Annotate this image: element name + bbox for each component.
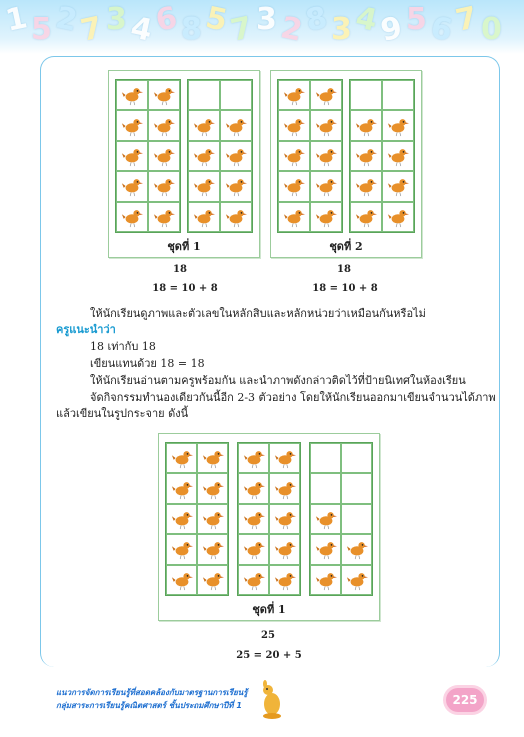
ten-frame-left	[115, 79, 181, 233]
bird-icon	[387, 206, 409, 228]
bird-icon	[193, 175, 215, 197]
bird-icon	[283, 206, 305, 228]
ten-frame-left	[277, 79, 343, 233]
frame-cell	[310, 110, 342, 140]
ten-frame-1	[165, 442, 229, 596]
ten-frame-2	[237, 442, 301, 596]
bird-icon	[171, 538, 193, 560]
bird-icon	[202, 569, 224, 591]
page-number-badge: 225	[446, 688, 484, 712]
frame-cell	[166, 473, 197, 503]
card-set-2	[270, 70, 422, 258]
header-digit: 8	[302, 0, 331, 39]
frame-cell	[166, 504, 197, 534]
bird-icon	[315, 569, 337, 591]
frame-cell	[188, 141, 220, 171]
frame-cell	[341, 534, 372, 564]
body-line-2: 18 เท่ากับ 18	[90, 340, 156, 353]
kangaroo-icon	[256, 680, 286, 720]
frame-cell	[350, 171, 382, 201]
bird-icon	[355, 175, 377, 197]
bird-icon	[315, 538, 337, 560]
bird-icon	[243, 538, 265, 560]
body-line-6: แล้วเขียนในรูปกระจาย ดังนี้	[56, 407, 189, 420]
frame-cell	[269, 534, 300, 564]
frame-cell	[238, 534, 269, 564]
frame-cell	[310, 443, 341, 473]
bird-icon	[202, 508, 224, 530]
frame-cell	[310, 171, 342, 201]
bird-icon	[315, 206, 337, 228]
card-set-3	[158, 433, 380, 621]
bird-icon	[153, 84, 175, 106]
bird-icon	[153, 145, 175, 167]
frame-cell	[238, 504, 269, 534]
teacher-heading: ครูแนะนำว่า	[56, 323, 116, 336]
frame-cell	[269, 473, 300, 503]
bird-icon	[346, 569, 368, 591]
header-digit: 4	[127, 10, 156, 49]
footer-line-2: กลุ่มสาระการเรียนรู้คณิตศาสตร์ ชั้นประถมศึกษาปีที่ 1	[56, 701, 242, 710]
frame-cell	[197, 534, 228, 564]
header-digit: 7	[227, 10, 256, 49]
bird-icon	[274, 447, 296, 469]
card2-equation: 18 = 10 + 8	[312, 283, 378, 294]
frame-cell	[350, 202, 382, 232]
bird-icon	[283, 175, 305, 197]
body-line-4: ให้นักเรียนอ่านตามครูพร้อมกัน และนำภาพดังกล่าวติดไว้ที่ป้ายนิเทศในห้องเรียน	[90, 374, 466, 387]
bird-icon	[171, 508, 193, 530]
bird-icon	[274, 508, 296, 530]
bird-icon	[355, 115, 377, 137]
frame-cell	[148, 171, 180, 201]
bird-icon	[387, 145, 409, 167]
header-band	[0, 0, 524, 54]
frame-cell	[166, 534, 197, 564]
frame-cell	[238, 565, 269, 595]
header-digit: 5	[31, 12, 52, 47]
header-digit: 8	[181, 12, 202, 47]
bird-icon	[283, 115, 305, 137]
bird-icon	[153, 206, 175, 228]
header-digit: 5	[202, 0, 231, 39]
frame-cell	[269, 443, 300, 473]
bird-icon	[315, 508, 337, 530]
header-digit: 7	[77, 10, 106, 49]
frame-cell	[310, 473, 341, 503]
frame-cell	[350, 80, 382, 110]
bird-icon	[225, 175, 247, 197]
frame-cell	[197, 473, 228, 503]
frame-cell	[220, 110, 252, 140]
card3-count: 25	[261, 630, 275, 641]
bird-icon	[315, 145, 337, 167]
header-digit: 2	[277, 10, 306, 49]
bird-icon	[171, 478, 193, 500]
footer-line-1: แนวการจัดการเรียนรู้ที่สอดคล้องกับมาตรฐานการเรียนรู้	[56, 688, 248, 697]
frame-cell	[238, 473, 269, 503]
card-set-1	[108, 70, 260, 258]
frame-cell	[220, 141, 252, 171]
frame-cell	[148, 202, 180, 232]
bird-icon	[121, 175, 143, 197]
bird-icon	[274, 538, 296, 560]
frame-cell	[310, 504, 341, 534]
header-digit: 6	[427, 10, 456, 49]
frame-cell	[188, 202, 220, 232]
bird-icon	[171, 569, 193, 591]
bird-icon	[121, 145, 143, 167]
header-digit: 4	[352, 0, 381, 39]
bird-icon	[274, 569, 296, 591]
frame-cell	[341, 443, 372, 473]
frame-cell	[310, 534, 341, 564]
frame-cell	[382, 171, 414, 201]
frame-cell	[188, 110, 220, 140]
frame-cell	[310, 80, 342, 110]
frame-cell	[148, 80, 180, 110]
ten-frame-3	[309, 442, 373, 596]
frame-cell	[269, 504, 300, 534]
header-digit: 2	[52, 0, 81, 39]
frame-cell	[278, 202, 310, 232]
bird-icon	[153, 175, 175, 197]
frame-cell	[116, 80, 148, 110]
frame-cell	[148, 110, 180, 140]
bird-icon	[243, 447, 265, 469]
frame-cell	[310, 202, 342, 232]
card2-count: 18	[337, 264, 351, 275]
bird-icon	[283, 145, 305, 167]
frame-cell	[220, 80, 252, 110]
bird-icon	[355, 206, 377, 228]
frame-cell	[382, 202, 414, 232]
bird-icon	[387, 175, 409, 197]
frame-cell	[382, 141, 414, 171]
bird-icon	[315, 84, 337, 106]
frame-cell	[278, 110, 310, 140]
header-digit: 0	[481, 12, 502, 47]
frame-cell	[341, 504, 372, 534]
instruction-line: ให้นักเรียนดูภาพและตัวเลขในหลักสิบและหลักหน่วยว่าเหมือนกันหรือไม่	[90, 307, 426, 320]
frame-cell	[220, 202, 252, 232]
bird-icon	[202, 447, 224, 469]
frame-cell	[350, 110, 382, 140]
bird-icon	[193, 206, 215, 228]
body-line-3: เขียนแทนด้วย 18 = 18	[90, 357, 205, 370]
bird-icon	[387, 115, 409, 137]
bird-icon	[243, 478, 265, 500]
bird-icon	[202, 478, 224, 500]
frame-cell	[197, 443, 228, 473]
frame-cell	[310, 565, 341, 595]
bird-icon	[225, 115, 247, 137]
frame-cell	[382, 80, 414, 110]
frame-cell	[166, 443, 197, 473]
header-digit: 3	[331, 12, 352, 47]
frame-cell	[350, 141, 382, 171]
bird-icon	[225, 206, 247, 228]
header-digit: 3	[256, 2, 277, 37]
bird-icon	[121, 84, 143, 106]
card1-equation: 18 = 10 + 8	[152, 283, 218, 294]
bird-icon	[171, 447, 193, 469]
bird-icon	[193, 145, 215, 167]
bird-icon	[346, 538, 368, 560]
frame-cell	[116, 202, 148, 232]
bird-icon	[243, 569, 265, 591]
frame-cell	[197, 565, 228, 595]
bird-icon	[315, 115, 337, 137]
frame-cell	[278, 141, 310, 171]
ten-frame-right	[187, 79, 253, 233]
frame-cell	[220, 171, 252, 201]
body-line-5: จัดกิจกรรมทำนองเดียวกันนี้อีก 2-3 ตัวอย่าง โดยให้นักเรียนออกมาเขียนจำนวนได้ภาพ	[90, 391, 496, 404]
frame-cell	[116, 110, 148, 140]
card3-equation: 25 = 20 + 5	[236, 650, 302, 661]
bird-icon	[121, 115, 143, 137]
frame-cell	[310, 141, 342, 171]
card-label: ชุดที่ 2	[329, 240, 363, 253]
header-digit: 1	[2, 0, 31, 39]
bird-icon	[315, 175, 337, 197]
header-digit: 9	[377, 10, 406, 49]
header-digit: 7	[452, 0, 481, 39]
frame-cell	[341, 473, 372, 503]
bird-icon	[193, 115, 215, 137]
card-label: ชุดที่ 1	[252, 603, 286, 616]
bird-icon	[274, 478, 296, 500]
frame-cell	[166, 565, 197, 595]
frame-cell	[197, 504, 228, 534]
card1-count: 18	[173, 264, 187, 275]
frame-cell	[278, 80, 310, 110]
header-digit: 6	[152, 0, 181, 39]
bird-icon	[225, 145, 247, 167]
frame-cell	[382, 110, 414, 140]
card-label: ชุดที่ 1	[167, 240, 201, 253]
frame-cell	[116, 171, 148, 201]
bird-icon	[283, 84, 305, 106]
bird-icon	[153, 115, 175, 137]
bird-icon	[202, 538, 224, 560]
frame-cell	[269, 565, 300, 595]
frame-cell	[116, 141, 148, 171]
frame-cell	[188, 171, 220, 201]
frame-cell	[341, 565, 372, 595]
ten-frame-right	[349, 79, 415, 233]
bird-icon	[355, 145, 377, 167]
header-digit: 5	[406, 2, 427, 37]
frame-cell	[188, 80, 220, 110]
bird-icon	[243, 508, 265, 530]
header-digit: 3	[106, 2, 127, 37]
frame-cell	[148, 141, 180, 171]
frame-cell	[238, 443, 269, 473]
frame-cell	[278, 171, 310, 201]
bird-icon	[121, 206, 143, 228]
